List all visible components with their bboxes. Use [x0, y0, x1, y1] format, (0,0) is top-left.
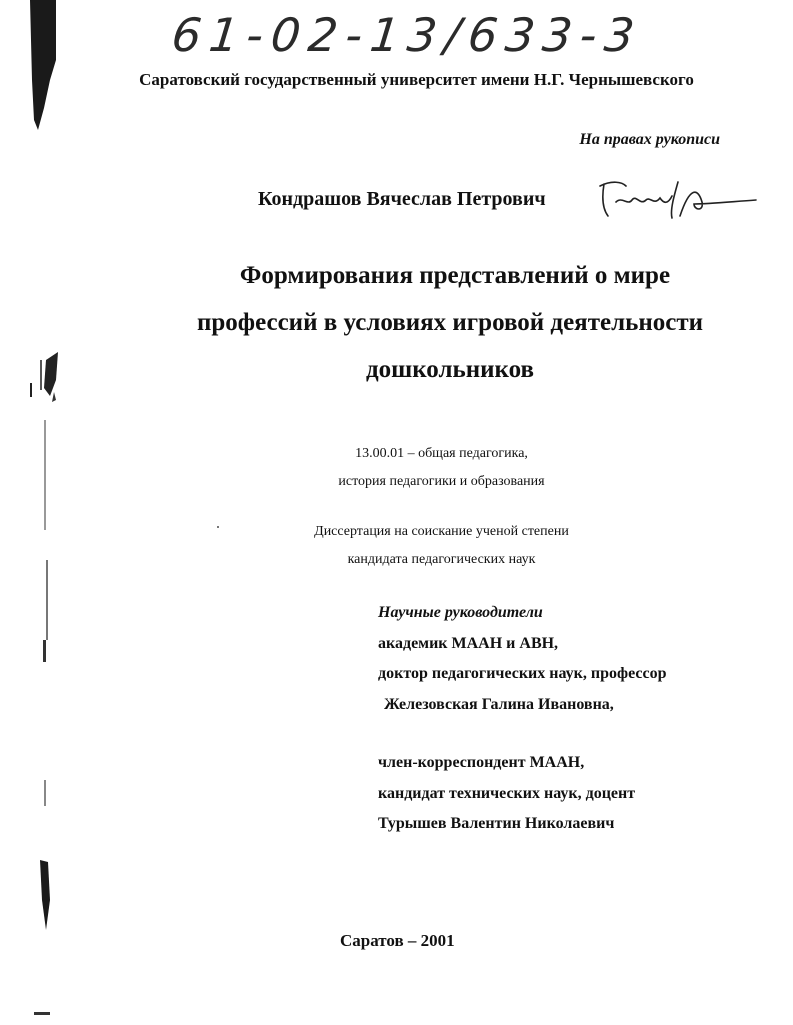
title-line-1: Формирования представлений о мире — [239, 262, 671, 289]
specialty-line-1: 13.00.01 – общая педагогика, — [355, 446, 528, 461]
supervisor-2-degree: кандидат технических наук, доцент — [378, 784, 636, 802]
scan-edge-artifact — [0, 0, 58, 1025]
supervisor-2-title: член-корреспондент МААН, — [378, 754, 585, 771]
title-line-2: профессий в условиях игровой деятельности — [196, 309, 704, 336]
rights-note: На правах рукописи — [579, 131, 720, 148]
supervisors-block — [378, 598, 666, 840]
university-name: Саратовский государственный университет имени Н.Г. Чернышевского — [139, 70, 694, 89]
city-year: Саратов – 2001 — [340, 931, 455, 950]
degree-statement — [0, 518, 793, 574]
supervisors-heading: Научные руководители — [378, 604, 543, 621]
supervisor-1-title: академик МААН и АВН, — [378, 634, 559, 652]
supervisor-1-degree: доктор педагогических наук, профессор — [378, 665, 667, 682]
title-line-3: дошкольников — [365, 356, 534, 383]
archive-handwritten-number: 61-02-13/633-3 — [169, 8, 645, 62]
scan-speck — [217, 526, 219, 528]
supervisor-2-name: Турышев Валентин Николаевич — [378, 815, 615, 832]
specialty-line-2: история педагогики и образования — [338, 474, 545, 489]
author-name: Кондрашов Вячеслав Петрович — [258, 188, 546, 210]
supervisors-spacer — [378, 720, 666, 748]
specialty-code — [0, 440, 793, 496]
degree-line-1: Диссертация на соискание ученой степени — [314, 524, 569, 539]
supervisor-1-name: Железовская Галина Ивановна, — [384, 695, 614, 713]
degree-line-2: кандидата педагогических наук — [347, 552, 536, 567]
dissertation-title — [100, 252, 793, 393]
author-signature — [598, 176, 758, 226]
